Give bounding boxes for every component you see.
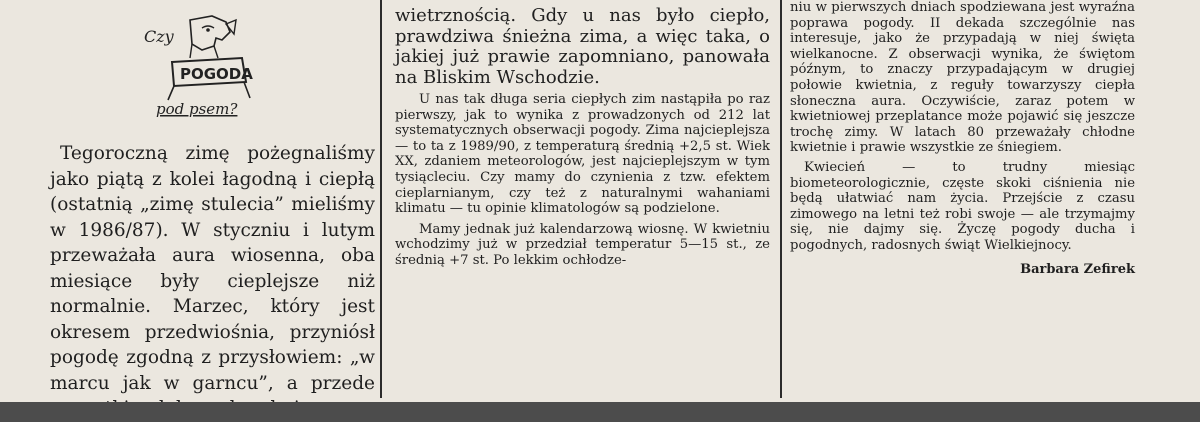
column-2 xyxy=(395,0,770,274)
body-paragraph: Kwiecień — to trudny miesiąc biometeorologicznie, częste skoki ciśnienia nie będą ułatwiać nam życia. Przejście z czasu zimowego na letni też robi swoje — ale trzymajmy się, nie dajmy się. Życzę pogody ducha i pogodnych, radosnych świąt Wielkiejnocy. xyxy=(790,159,1135,253)
scan-edge-bar xyxy=(0,402,1200,422)
pogoda-logo xyxy=(138,10,268,122)
body-paragraph: Mamy jednak już kalendarzową wiosnę. W kwietniu wchodzimy już w przedział temperatur 5—15 st., ze średnią +7 st. Po lekkim ochłodze- xyxy=(395,221,770,268)
logo-top-word: Czy xyxy=(144,27,174,46)
body-paragraph: U nas tak długa seria ciepłych zim nastąpiła po raz pierwszy, jak to wynika z prowadzonych od 212 lat systematycznych obserwacji pogody. Zima najcieplejsza — to ta z 1989/90, z temperaturą średnią +2,5 st. Wiek XX, zdaniem meteorologów, jest najcieplejszym w tym tysiącleciu. Czy mamy do czynienia z tzw. efektem cieplarnianym, czy też z naturalnymi wahaniami klimatu — tu opinie klimatologów są podzielone. xyxy=(395,92,770,217)
column-3 xyxy=(790,0,1135,277)
lead-paragraph: wietrznością. Gdy u nas było ciepło, prawdziwa śnieżna zima, a więc taka, o jakiej już prawie zapomniano, panowała na Bliskim Wschodzie. xyxy=(395,5,770,88)
logo-badge-word: POGODA xyxy=(180,65,253,83)
column-divider xyxy=(780,0,782,398)
body-paragraph: niu w pierwszych dniach spodziewana jest wyraźna poprawa pogody. II dekada szczególnie nas interesuje, jako że przypadają w niej święta wielkanocne. Z obserwacji wynika, że świętom późnym, to znaczy przypadającym w drugiej połowie kwietnia, z reguły towarzyszy ciepła słoneczna aura. Oczywiście, zaraz potem w kwietniowej przeplatance może pojawić się jeszcze trochę zimy. W latach 80 przeważały chłodne kwietnie i prawie wszystkie ze śniegiem. xyxy=(790,0,1135,156)
column-1-text: Tegoroczną zimę pożegnaliśmy jako piątą z kolei łagodną i ciepłą (ostatnią „zimę stulecia” mieliśmy w 1986/87). W styczniu i lutym przeważała aura wiosenna, oba miesiące były cieplejsze niż normalnie. Marzec, który jest okresem przedwiośnia, przyniósł pogodę zgodną z przysłowiem: „w marcu jak w garncu”, a przede xyxy=(50,143,375,394)
author-byline: Barbara Zefirek xyxy=(1020,261,1135,277)
column-divider xyxy=(380,0,382,398)
logo-bottom-words: pod psem? xyxy=(156,100,238,118)
